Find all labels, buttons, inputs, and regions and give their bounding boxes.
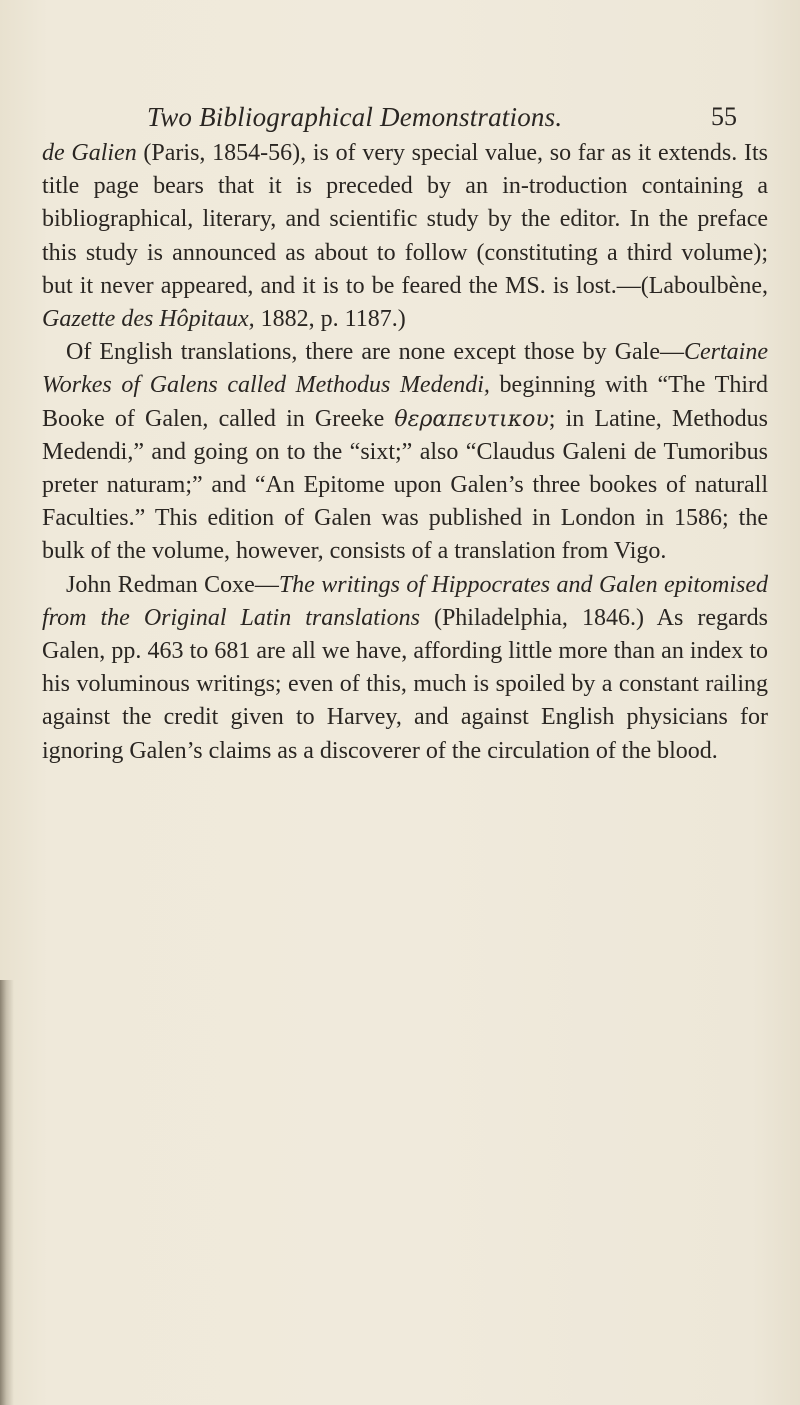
segment: de Galien xyxy=(42,140,137,166)
segment: ; in Latine, Methodus Medendi,” and going on to the “sixt;” also “Claudus Galeni de Tumoribus preter naturam;” and “An Epitome upon Galen’s three bookes of naturall Faculties.” This edition of Galen was published in London in 1586; the bulk of the volume, however, consists of a translation from Vigo. xyxy=(42,405,768,565)
running-title: Two Bibliographical Demonstrations. xyxy=(147,102,563,132)
paragraph-2 xyxy=(42,336,768,568)
segment: beginning with “The Third Booke of Galen, called in Greeke xyxy=(42,372,768,432)
segment: Gazette des Hôpitaux, xyxy=(42,306,255,333)
segment: 1882, p. 1187.) xyxy=(254,306,406,333)
running-header xyxy=(0,102,800,142)
paragraph-1 xyxy=(42,137,768,336)
segment: John Redman Coxe— xyxy=(66,571,279,598)
page-edge-shadow xyxy=(0,980,14,1405)
segment: (Philadelphia, 1846.) As regards Galen, pp. 463 to 681 are all we have, affording little more than an index to his voluminous writings; even of this, much is spoiled by a constant railing against the credit given to Harvey, and against English physicians for ignoring Galen’s claims as a discoverer of the circulation of the blood. xyxy=(42,604,768,764)
paragraph-3 xyxy=(42,569,768,768)
segment: (Paris, 1854-56), is of very special value, so far as it extends. Its title page bears that it is preceded by an in-troduction containing a bibliographical, literary, and scientific study by the editor. In the preface this study is announced as about to follow (constituting a third volume); but it never appeared, and it is to be feared the MS. is lost.—(Laboulbène, xyxy=(42,140,768,299)
page-number: 55 xyxy=(711,102,737,131)
segment: The writings of Hippocrates and Galen epitomised from the Original Latin translations xyxy=(42,571,768,631)
body-text xyxy=(42,137,768,768)
segment: Certaine Workes of Galens called Methodus Medendi, xyxy=(42,339,768,399)
segment: Of English translations, there are none except those by Gale— xyxy=(66,339,684,366)
greek-word: θεραπευτικου xyxy=(394,406,549,432)
